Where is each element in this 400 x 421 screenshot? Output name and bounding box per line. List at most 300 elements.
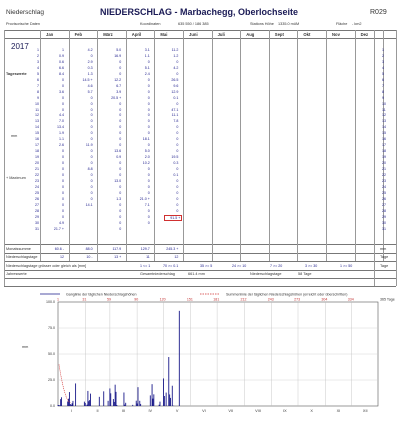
daily-value-cell: 5.7 [87,89,93,94]
month-label: VII [228,409,234,413]
threshold-cell: 3 >= 30 [305,264,318,268]
precipitation-bar [179,311,180,406]
daily-value-cell: 0 [176,196,179,201]
day-number-right: 16 [382,137,386,142]
precipitation-bar [160,402,161,406]
month-label: XI [336,409,341,413]
month-header-9: Okt [303,32,311,37]
daily-value-cell: 0 [119,161,122,166]
area-value: - km2 [352,22,362,26]
threshold-label: Niederschlagstage grösser oder gleich als [mm] [6,264,87,268]
daily-value-cell: 0 [119,119,122,124]
day-number-left: 30 [35,220,39,225]
daily-value-cell: 0 [147,89,150,94]
daily-value-cell: 13.6 [114,149,122,154]
y-tick-label: 75.0 [48,326,55,331]
day-number-right: 28 [382,208,386,213]
day-number-left: 21 [35,167,39,171]
day-number-right: 24 [382,184,386,189]
year-label: 2017 [11,42,29,51]
daily-value-cell: 20.5 + [111,95,122,100]
day-number-left: 22 [35,172,39,177]
precipitation-bar [109,388,110,406]
daily-value-cell: 12.2 [114,77,122,82]
column-divider [40,30,41,261]
daily-value-cell: 0 [147,131,150,136]
daily-value-cell: 16.9 [114,53,122,58]
precipitation-bar [168,357,169,406]
precipitation-bar [75,383,76,406]
month-header-10: Nov [332,32,340,37]
day-number-right: 27 [382,202,386,207]
month-label: VIII [255,409,261,413]
precipitation-bar [169,394,170,406]
daily-value-cell: 0 [62,155,64,160]
summary-value: 129.7 [140,247,150,251]
daily-value-cell: 5.0 [144,149,150,154]
daily-value-cell: 1.2 [173,53,179,58]
legend-dashed-label: Summenlinie der täglichen Niederschlagshöhen (erreicht oder überschritten) [226,292,348,297]
day-number-left: 26 [35,196,39,201]
daily-value-cell: 0 [62,214,64,219]
daily-value-cell: 0 [62,101,64,106]
precipitation-bar [172,386,173,406]
month-label: IX [283,409,287,413]
precipitation-bar [150,395,151,406]
daily-value-cell: 8.8 [87,167,93,171]
precipitation-bar [110,393,111,406]
daily-value-cell: 0.9 [59,53,64,58]
precipitation-bar [140,404,141,406]
niederschlagstage-label: Niederschlagstage [6,255,38,259]
daily-value-cell: 18.1 [142,137,150,142]
day-number-right: 18 [382,149,386,154]
top-axis-tick: 1 [57,297,59,302]
day-number-right: 5 [382,71,384,76]
daily-value-cell: 0 [176,149,179,154]
day-number-left: 29 [35,214,39,219]
day-number-left: 6 [37,77,39,82]
month-label: V [175,409,179,413]
day-number-left: 1 [37,48,39,52]
day-number-right: 12 [382,113,386,118]
month-label: IV [148,409,153,413]
mm-side-label: mm [11,134,18,138]
daily-value-cell: 0 [147,208,150,213]
legend-line-label: Ganglinie der täglichen Niederschlagshöhen [66,292,137,297]
daily-value-cell: 0 [147,107,150,112]
month-label: VI [202,409,206,413]
daily-value-cell: 0 [90,113,93,118]
daily-value-cell: 0 [147,172,150,177]
daily-value-cell: 3.9 [116,89,122,94]
daily-value-cell: 0 [90,137,93,142]
precipitation-bar [152,399,153,406]
column-divider [269,30,270,261]
day-number-right: 9 [382,95,384,100]
month-header-2: März [103,32,113,37]
precipitation-bar [84,402,85,406]
daily-value-cell: 0 [119,172,122,177]
column-divider [183,30,184,261]
daily-value-cell: 8.4 [59,71,64,76]
day-number-left: 23 [35,178,39,183]
column-divider [69,30,70,261]
top-axis-end: 365 Tage [380,297,395,302]
day-number-left: 27 [35,202,39,207]
daily-value-cell: 13.4 [57,125,64,130]
month-header-4: Mai [160,32,168,37]
daily-value-cell: 0 [147,95,150,100]
daily-value-cell: 6.7 [116,83,122,88]
month-label: III [121,409,126,413]
daily-value-cell: 0 [90,101,93,106]
daily-value-cell: 26.5 [171,77,179,82]
precipitation-bar [89,400,90,406]
daily-value-cell: 0 [176,143,179,148]
day-number-right: 30 [382,220,386,225]
daily-value-cell: 7.1 [144,202,150,207]
y-tick-label: 25.0 [48,378,55,383]
top-axis-tick: 90 [134,297,139,302]
day-number-right: 23 [382,178,386,183]
unit-divider [374,30,375,286]
top-axis-tick: 181 [213,297,220,302]
daily-value-cell: 21.0 + [139,196,150,201]
daily-value-cell: 4.2 [173,65,179,70]
top-axis-tick: 59 [106,297,111,302]
daily-value-cell: 2.9 [87,59,93,64]
precipitation-bar [103,391,104,406]
daily-value-cell: 0 [90,131,93,136]
month-header-8: Sept [274,32,284,37]
gesamt-value: 661.4 mm [188,272,205,276]
daily-value-cell: 0 [147,101,150,106]
tage-value: 58 Tage [298,272,312,276]
summary-value: 88.0 [85,247,93,251]
daily-value-cell: 0 [119,65,122,70]
daily-value-cell: 0 [119,214,122,219]
daily-value-cell: 0 [119,59,122,64]
precipitation-bar [125,403,126,406]
column-divider [240,30,241,261]
daily-value-cell: 0 [90,119,93,124]
daily-value-cell: 0 [176,131,179,136]
precipitation-bar [90,394,91,406]
column-divider [355,30,356,261]
top-axis-tick: 120 [159,297,166,302]
daily-value-cell: 0 [119,71,122,76]
daily-value-cell: 11.1 [171,113,179,118]
precipitation-bar [136,401,137,406]
daily-value-cell: 0 [147,113,150,118]
y-tick-label: 0.0 [50,404,55,409]
day-number-left: 17 [35,143,39,148]
daily-value-cell: 12.9 [171,89,179,94]
precipitation-bar [70,404,71,406]
monatssumme-unit: mm [380,247,387,251]
daily-value-cell: 0 [176,137,179,142]
precipitation-bar [58,405,59,406]
daily-value-cell: 0 [119,167,122,171]
daily-value-cell: 6.6 [59,65,64,70]
month-label: II [96,409,99,413]
daily-value-cell: 0 [90,107,93,112]
summary-value: 60.6 - [54,247,64,251]
threshold-cell: 70 >= 0.1 [163,264,179,268]
monatssumme-label: Monatssumme [6,247,31,251]
daily-value-cell: 0 [119,184,122,189]
precipitation-bar [152,384,153,406]
day-number-left: 8 [37,89,39,94]
daily-value-cell: 2.4 [144,71,150,76]
day-number-right: 7 [382,83,384,88]
tage-label: Niederschlagstage [250,272,282,276]
precipitation-bar [153,394,154,406]
daily-value-cell: 0 [62,167,64,171]
subtitle: Provisorische Daten [6,22,40,26]
daily-value-cell: 3.6 [59,89,64,94]
maximum-label: + Maximum [6,176,26,180]
daily-value-cell: 0 [119,220,122,225]
daily-value-cell: 1.9 [59,131,64,136]
daily-value-cell: 0 [147,143,150,148]
day-number-left: 13 [35,119,39,124]
daily-value-cell: 1.3 [116,196,122,201]
daily-value-cell: 19.5 [171,155,179,160]
daily-value-cell: 0 [147,220,150,225]
daily-value-cell: 7.0 [59,119,64,124]
gesamt-label: Gesamtniederschlag [140,272,175,276]
daily-value-cell: 4.6 [87,83,93,88]
day-number-left: 18 [35,149,39,154]
day-number-right: 1 [382,48,384,52]
summary-value: 10 - [86,255,93,259]
day-number-right: 4 [382,65,384,70]
precipitation-bar [58,405,59,406]
day-number-left: 25 [35,190,39,195]
daily-value-cell: 0.6 [59,59,64,64]
daily-value-cell: 0 [62,190,64,195]
daily-value-cell: 0 [176,202,179,207]
precipitation-bar [68,399,69,406]
day-number-left: 15 [35,131,39,136]
station-value: 1335.0 müM [278,22,300,26]
day-number-left: 16 [35,137,39,142]
daily-value-cell: 11.2 [171,48,179,52]
daily-value-cell: 0 [90,125,93,130]
daily-value-cell: 0 [119,101,122,106]
daily-value-cell: 9.6 [173,83,179,88]
daily-value-cell: 0 [176,125,179,130]
precipitation-bar [116,392,117,406]
daily-value-cell: 0 [90,95,93,100]
precipitation-bar [159,405,160,406]
daily-value-cell: 0 [90,196,93,201]
top-axis-tick: 243 [267,297,274,302]
daily-value-cell: 0 [176,178,179,183]
daily-value-cell: 0 [90,161,93,166]
daily-value-cell: 2.6 [59,143,64,148]
threshold-cell: 35 >= 5 [200,264,213,268]
daily-value-cell: 0 [90,190,93,195]
daily-value-cell: 0 [147,77,150,82]
day-number-left: 24 [35,184,39,189]
day-number-right: 6 [382,77,384,82]
precipitation-bar [124,405,125,406]
daily-value-cell: 0 [119,143,122,148]
daily-value-cell: 0 [90,149,93,154]
day-number-left: 4 [37,65,39,70]
daily-value-cell: 0 [62,107,64,112]
daily-value-cell: 0 [90,155,93,160]
daily-value-cell: 0 [62,149,64,154]
day-number-right: 25 [382,190,386,195]
coords-value: 635 550 / 186 385 [178,22,209,26]
daily-value-cell: 4.4 [59,113,64,118]
daily-value-cell: 0 [90,184,93,189]
precipitation-bar [137,404,138,406]
precipitation-bar [99,397,100,406]
column-divider [126,30,127,261]
threshold-cell: 7 >= 20 [270,264,283,268]
summary-value: 13 + [114,255,122,259]
daily-value-cell: 0 [119,202,122,207]
day-number-left: 31 [35,226,39,231]
daily-value-cell: 0 [176,208,179,213]
daily-value-cell: 0 [62,208,64,213]
column-divider [97,30,98,261]
daily-value-cell: 0.3 [87,65,93,70]
daily-value-cell: 0 [90,53,93,58]
daily-value-cell: 0 [147,119,150,124]
precipitation-bar [170,398,171,406]
daily-value-cell: 0 [90,178,93,183]
precipitation-bar [61,397,62,406]
daily-value-cell: 0 [147,59,150,64]
precipitation-bar [87,405,88,406]
daily-value-cell: 5.0 [116,48,122,52]
summary-value: 12 [60,255,64,259]
column-divider [212,30,213,261]
precipitation-bar [116,405,117,406]
day-number-left: 14 [35,125,39,130]
month-header-1: Feb [74,32,83,37]
top-axis-tick: 151 [186,297,193,302]
daily-value-cell: 0 [119,131,122,136]
day-number-right: 21 [382,167,386,171]
day-number-right: 11 [382,107,386,112]
top-axis-tick: 304 [321,297,328,302]
niederschlagstage-unit: Tage [380,255,389,259]
day-number-right: 8 [382,89,384,94]
precipitation-bar [60,399,61,406]
month-label: X [310,409,313,413]
column-divider [154,30,155,261]
coords-label: Koordinaten [140,22,161,26]
month-header-5: Juni [189,32,198,37]
day-number-left: 5 [37,71,39,76]
precipitation-bar [163,378,164,406]
daily-value-cell: 0 [62,172,64,177]
day-number-left: 19 [35,155,39,160]
day-number-right: 26 [382,196,386,201]
daily-value-cell: 0.9 [116,155,122,160]
daily-value-cell: 0 [176,184,179,189]
daily-value-cell: 0 [147,190,150,195]
day-number-left: 11 [35,107,39,112]
daily-value-cell: 1 [62,48,64,52]
daily-value-cell: 91.5 + [164,215,182,221]
precipitation-chart [0,290,400,421]
precipitation-bar [138,387,139,406]
day-number-right: 15 [382,131,386,136]
day-number-right: 17 [382,143,386,148]
daily-value-cell: 0.3 [173,161,179,166]
daily-value-cell: 1.3 [87,71,93,76]
precipitation-bar [72,401,73,406]
day-number-right: 3 [382,59,384,64]
precipitation-bar [115,385,116,406]
day-number-left: 28 [35,208,39,213]
threshold-cell: 1 <= 1 [140,264,151,268]
daily-value-cell: 0 [62,83,64,88]
precipitation-bar [69,392,70,406]
daily-value-cell: 0 [147,125,150,130]
daily-value-cell: 11.9 [85,143,93,148]
daily-value-cell: 14.5 + [82,77,93,82]
top-axis-tick: 273 [294,297,301,302]
day-number-right: 14 [382,125,386,130]
daily-value-cell: 0 [147,167,150,171]
summary-value: 245.3 + [166,247,179,251]
daily-value-cell: 21.7 + [53,226,64,231]
daily-value-cell: 10.2 [142,161,150,166]
daily-value-cell: 0.1 [173,172,179,177]
precipitation-bar [113,399,114,406]
precipitation-bar [85,403,86,406]
daily-value-cell: 47.1 [171,107,179,112]
daily-value-cell: 0 [62,184,64,189]
daily-value-cell: 0 [176,190,179,195]
daily-value-cell: 0 [147,178,150,183]
column-divider [326,30,327,261]
month-label: I [71,409,73,413]
category-label: Niederschlag [6,9,44,16]
top-axis-tick: 31 [82,297,87,302]
day-number-left: 9 [37,95,39,100]
page-title: NIEDERSCHLAG - Marbachegg, Oberlochseite [100,7,299,17]
day-number-left: 12 [35,113,39,118]
y-axis-label: mm [22,345,29,349]
month-label: XII [362,409,368,413]
threshold-cell: 24 >= 10 [232,264,247,268]
daily-value-cell: 0 [176,101,179,106]
column-divider [297,30,298,261]
month-header-6: Juli [217,32,225,37]
daily-value-cell: 0 [62,95,64,100]
precipitation-bar [88,401,89,406]
daily-value-cell: 0 [176,71,179,76]
daily-value-cell: 0 [147,83,150,88]
daily-value-cell: 4.2 [87,48,93,52]
daily-value-cell: 0 [62,202,64,207]
precipitation-bar [114,402,115,406]
precipitation-bar [59,405,60,406]
area-label: Fläche [336,22,348,26]
precipitation-bar [123,392,124,406]
day-number-right: 10 [382,101,386,106]
